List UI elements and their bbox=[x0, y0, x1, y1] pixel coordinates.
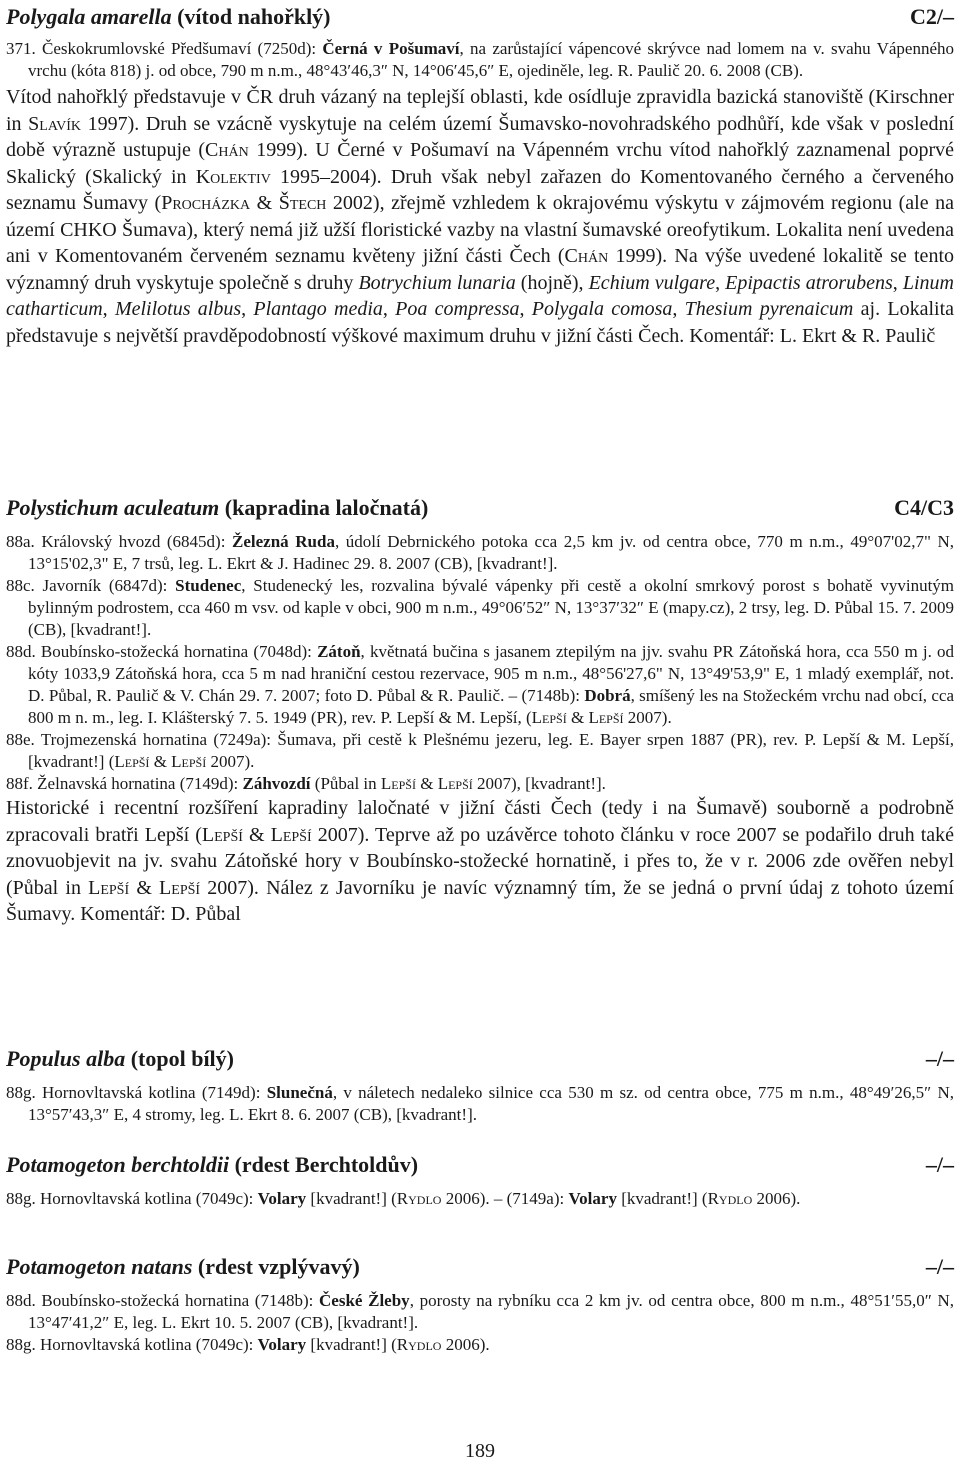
species-common-name: (topol bílý) bbox=[130, 1046, 234, 1071]
records-list bbox=[6, 38, 954, 82]
page-number: 189 bbox=[465, 1440, 495, 1462]
species-name: Potamogeton natans bbox=[6, 1254, 193, 1279]
species-name: Polystichum aculeatum bbox=[6, 495, 220, 520]
locality-record: 88c. Javorník (6847d): Studenec, Studenecký les, rozvalina bývalé vápenky při cestě a okolní smrkový porost s bohatě vyvinutým bylinným podrostem, cca 460 m vsv. od kaple v obci, 900 m n.m., 49°06′52″ N, 13°37′32″ E (mapy.cz), 2 trsy, leg. D. Půbal 15. 7. 2009 (CB), [kvadrant!]. bbox=[6, 576, 955, 639]
species-comment: Historické i recentní rozšíření kapradiny laločnaté v jižní části Čech (tedy i na Šumavě) souborně a podrobně zpracovali bratři Lepší (Lepší & Lepší 2007). Teprve až po uzávěrce tohoto článku v roce 2007 se podařilo druh také znovuobjevit na jv. svahu Zátoňské hory v Boubínsko-stožecké hornatině, i přes to, že v r. 2006 zde ověřen nebyl (Půbal in Lepší & Lepší 2007). Nález z Javorníku je navíc významný tím, že se jedná o první údaj z tohoto území Šumavy. Komentář: D. Půbal bbox=[6, 797, 955, 925]
species-header bbox=[6, 4, 954, 30]
records-list bbox=[6, 531, 954, 795]
species-section bbox=[6, 4, 954, 349]
locality-record: 88e. Trojmezenská hornatina (7249a): Šumava, při cestě k Plešnému jezeru, leg. E. Bayer srpen 1887 (PR), rev. P. Lepší & M. Lepší, [kvadrant!] (Lepší & Lepší 2007). bbox=[6, 730, 954, 771]
species-section bbox=[6, 495, 954, 928]
species-header bbox=[6, 1254, 954, 1280]
species-section bbox=[6, 1254, 954, 1356]
species-name: Populus alba bbox=[6, 1046, 126, 1071]
species-common-name: (rdest vzplývavý) bbox=[197, 1254, 360, 1279]
records-list bbox=[6, 1082, 954, 1126]
species-category: –/– bbox=[925, 1254, 954, 1279]
species-name: Polygala amarella bbox=[6, 4, 172, 29]
locality-record: 88f. Želnavská hornatina (7149d): Záhvozdí (Půbal in Lepší & Lepší 2007), [kvadrant!]. bbox=[6, 774, 606, 793]
locality-record: 88d. Boubínsko-stožecká hornatina (7048d): Zátoň, květnatá bučina s jasanem ztepilým na jjv. svahu PR Zátoňská hora, cca 550 m j. od kóty 1033,9 Zátoňská hora, cca 5 m nad hraniční cestou rezervace, 905 m n.m., 48°56'27,6" N, 13°49'53,9" E, 1 mladý exemplář, not. D. Půbal, R. Paulič & V. Chán 29. 7. 2007; foto D. Půbal & R. Paulič. – (7148b): Dobrá, smíšený les na Stožeckém vrchu nad obcí, cca 800 m n. m., leg. I. Klášterský 7. 5. 1949 (PR), rev. P. Lepší & M. Lepší, (Lepší & Lepší 2007). bbox=[6, 642, 954, 727]
locality-record: 88a. Královský hvozd (6845d): Železná Ruda, údolí Debrnického potoka cca 2,5 km jv. od centra obce, 770 m n.m., 49°07'02,7" N, 13°15'02,3" E, 7 trsů, leg. L. Ekrt & J. Hadinec 29. 8. 2007 (CB), [kvadrant!]. bbox=[6, 532, 954, 573]
locality-record: 88g. Hornovltavská kotlina (7049c): Volary [kvadrant!] (Rydlo 2006). – (7149a): Volary [kvadrant!] (Rydlo 2006). bbox=[6, 1189, 801, 1208]
species-section bbox=[6, 1046, 954, 1126]
species-category: C2/– bbox=[910, 4, 954, 29]
locality-record: 88g. Hornovltavská kotlina (7149d): Slunečná, v náletech nedaleko silnice cca 530 m sz. od centra obce, 775 m n.m., 48°49′26,5″ N, 13°57′43,3″ E, 4 stromy, leg. L. Ekrt 8. 6. 2007 (CB), [kvadrant!]. bbox=[6, 1083, 954, 1124]
records-list bbox=[6, 1290, 954, 1356]
species-section bbox=[6, 1152, 954, 1210]
species-category: C4/C3 bbox=[894, 495, 954, 520]
species-header bbox=[6, 1152, 954, 1178]
locality-record: 88d. Boubínsko-stožecká hornatina (7148b): České Žleby, porosty na rybníku cca 2 km jv. od centra obce, 800 m n.m., 48°51′55,0″ N, 13°47′41,2″ E, leg. L. Ekrt 10. 5. 2007 (CB), [kvadrant!]. bbox=[6, 1291, 955, 1332]
species-category: –/– bbox=[925, 1046, 954, 1071]
species-comment: Vítod nahořklý představuje v ČR druh vázaný na teplejší oblasti, kde osídluje zpravidla bazická stanoviště (Kirschner in Slavík 1997). Druh se vzácně vyskytuje na celém území Šumavsko-novohradského podhůří, kde však v poslední době výrazně ustupuje (Chán 1999). U Černé v Pošumaví na Vápenném vrchu vítod nahořklý zaznamenal poprvé Skalický (Skalický in Kolektiv 1995–2004). Druh však nebyl zařazen do Komentovaného černého a červeného seznamu Šumavy (Procházka & Štech 2002), zřejmě vzhledem k okrajovému výskytu v zájmovém regionu (ale na území CHKO Šumava), který nemá již užší floristické vazby na vlastní šumavské oreofytikum. Lokalita není uvedena ani v Komentovaném červeném seznamu květeny jižní části Čech (Chán 1999). Na výše uvedené lokalitě se tento významný druh vyskytuje společně s druhy Botrychium lunaria (hojně), Echium vulgare, Epipactis atrorubens, Linum catharticum, Melilotus albus, Plantago media, Poa compressa, Polygala comosa, Thesium pyrenaicum aj. Lokalita představuje s největší pravděpodobností výškové maximum druhu v jižní části Čech. Komentář: L. Ekrt & R. Paulič bbox=[6, 86, 955, 347]
species-common-name: (vítod nahořklý) bbox=[177, 4, 331, 29]
species-name: Potamogeton berchtoldii bbox=[6, 1152, 230, 1177]
locality-record: 371. Českokrumlovské Předšumaví (7250d): Černá v Pošumaví, na zarůstající vápencové skrývce nad lomem na v. svahu Vápenného vrchu (kóta 818) j. od obce, 790 m n.m., 48°43′46,3″ N, 14°06′45,6″ E, ojediněle, leg. R. Paulič 20. 6. 2008 (CB). bbox=[6, 39, 954, 80]
species-common-name: (kapradina laločnatá) bbox=[224, 495, 429, 520]
species-header bbox=[6, 495, 954, 521]
locality-record: 88g. Hornovltavská kotlina (7049c): Volary [kvadrant!] (Rydlo 2006). bbox=[6, 1335, 490, 1354]
species-header bbox=[6, 1046, 954, 1072]
species-category: –/– bbox=[925, 1152, 954, 1177]
species-common-name: (rdest Berchtoldův) bbox=[234, 1152, 419, 1177]
records-list bbox=[6, 1188, 954, 1210]
